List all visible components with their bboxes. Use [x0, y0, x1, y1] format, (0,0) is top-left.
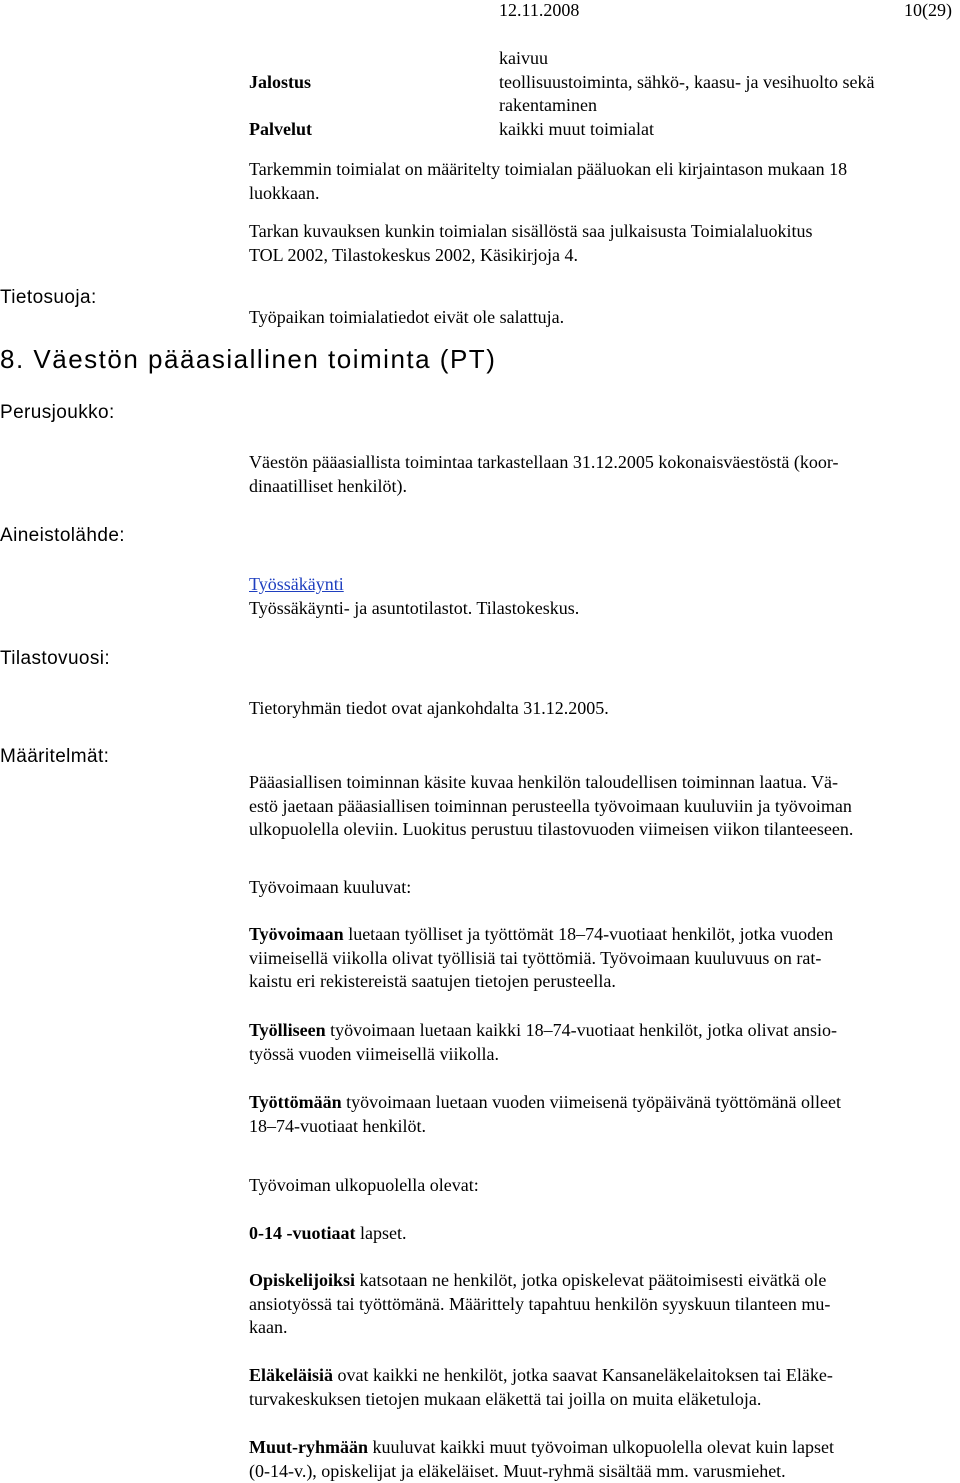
tietosuoja-text: Työpaikan toimialatiedot eivät ole salattuja.: [249, 307, 565, 327]
tyovoima-heading: Työvoimaan kuuluvat:: [249, 877, 412, 897]
perusjoukko-text: Väestön pääasiallista toimintaa tarkastellaan 31.12.2005 kokonaisväestöstä (koor- dinaatilliset henkilöt).: [249, 452, 839, 496]
ulkopuolella-heading: Työvoiman ulkopuolella olevat:: [249, 1175, 479, 1195]
tyovoima-paragraph-1: Työvoimaan luetaan työlliset ja työttömät 18–74-vuotiaat henkilöt, jotka vuoden viimeisellä viikolla olivat työllisiä tai työttömiä. Työvoimaan kuuluvuus on rat- kaistu eri rekistereistä saatujen tietojen perusteella.: [249, 924, 834, 991]
tyovoima-paragraph-2: Työlliseen työvoimaan luetaan kaikki 18–74-vuotiaat henkilöt, jotka olivat ansio- työssä vuoden viimeisellä viikolla.: [249, 1020, 838, 1064]
section-title: 8. Väestön pääasiallinen toiminta (PT): [0, 344, 497, 374]
ulkopuolella-paragraph-1: 0-14 -vuotiaat lapset.: [249, 1223, 407, 1243]
class-jalostus-value-line2: rakentaminen: [499, 95, 597, 115]
ulkopuolella-paragraph-4: Muut-ryhmään kuuluvat kaikki muut työvoiman ulkopuolella olevat kuin lapset (0-14-v.), opiskelijat ja eläkeläiset. Muut-ryhmä sisältää mm. varusmiehet.: [249, 1437, 834, 1481]
class-label-palvelut: Palvelut: [249, 119, 312, 139]
tilastovuosi-text: Tietoryhmän tiedot ovat ajankohdalta 31.12.2005.: [249, 698, 609, 718]
maaritelmat-text: Pääasiallisen toiminnan käsite kuvaa henkilön taloudellisen toiminnan laatua. Vä- estö jaetaan pääasiallisen toiminnan perusteella työvoimaan kuuluviin ja työvoiman ulkopuolella oleviin. Luokitus perustuu tilastovuoden viimeisen viikon tilanteeseen.: [249, 772, 854, 839]
intro-paragraph-2: Tarkan kuvauksen kunkin toimialan sisällöstä saa julkaisusta Toimialaluokitus TOL 2002, Tilastokeskus 2002, Käsikirjoja 4.: [249, 221, 813, 265]
class-kaivuu: kaivuu: [499, 48, 548, 68]
perusjoukko-label: Perusjoukko:: [0, 402, 115, 423]
aineistolahde-text: Työssäkäynti- ja asuntotilastot. Tilastokeskus.: [249, 598, 580, 618]
tyovoima-paragraph-3: Työttömään työvoimaan luetaan vuoden viimeisenä työpäivänä työttömänä olleet 18–74-vuotiaat henkilöt.: [249, 1092, 842, 1136]
maaritelmat-label: Määritelmät:: [0, 746, 110, 767]
class-jalostus-value-line1: teollisuustoiminta, sähkö-, kaasu- ja vesihuolto sekä: [499, 72, 875, 92]
tietosuoja-label: Tietosuoja:: [0, 287, 97, 308]
header-page-number: 10(29): [904, 0, 952, 20]
tilastovuosi-label: Tilastovuosi:: [0, 648, 111, 669]
class-palvelut-value: kaikki muut toimialat: [499, 119, 654, 139]
aineistolahde-link[interactable]: Työssäkäynti: [249, 574, 344, 594]
ulkopuolella-paragraph-3: Eläkeläisiä ovat kaikki ne henkilöt, jotka saavat Kansaneläkelaitoksen tai Eläke- turvakeskuksen tietojen mukaan eläkettä tai joilla on muita eläketuloja.: [249, 1365, 833, 1409]
header-date: 12.11.2008: [499, 0, 580, 20]
class-label-jalostus: Jalostus: [249, 72, 312, 92]
aineistolahde-label: Aineistolähde:: [0, 525, 125, 546]
intro-paragraph-1: Tarkemmin toimialat on määritelty toimialan pääluokan eli kirjaintason mukaan 18 luokkaan.: [249, 159, 848, 203]
ulkopuolella-paragraph-2: Opiskelijoiksi katsotaan ne henkilöt, jotka opiskelevat päätoimisesti eivätkä ole ansiotyössä tai työttömänä. Määrittely tapahtuu henkilön syyskuun tilanteen mu- kaan.: [249, 1270, 831, 1337]
